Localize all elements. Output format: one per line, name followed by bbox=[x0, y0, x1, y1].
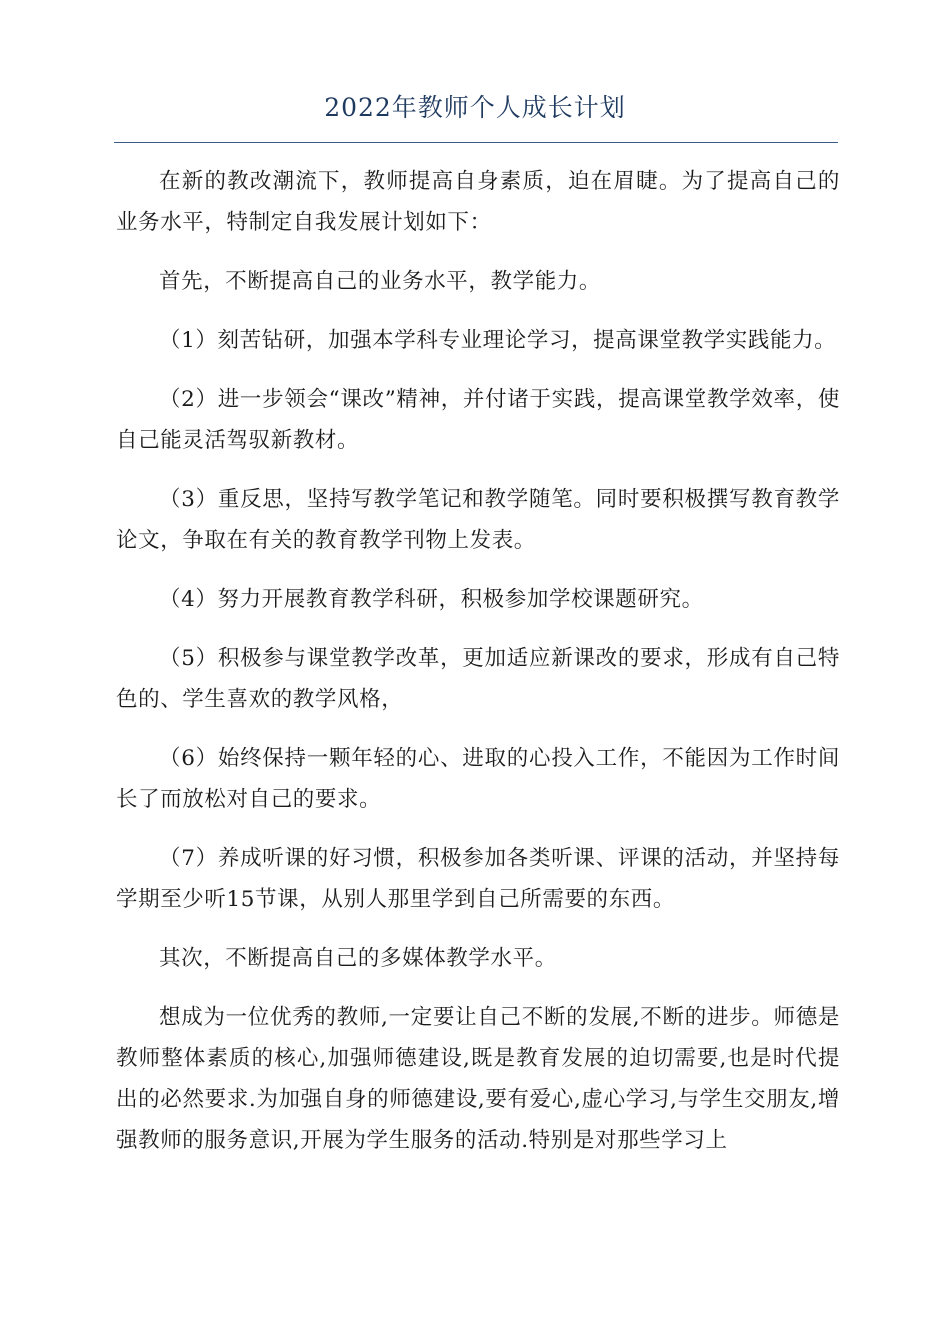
paragraph-first-heading: 首先，不断提高自己的业务水平，教学能力。 bbox=[159, 269, 602, 294]
list-item-1: （1）刻苦钻研，加强本学科专业理论学习，提高课堂教学实践能力。 bbox=[159, 328, 837, 353]
paragraph-second-heading: 其次，不断提高自己的多媒体教学水平。 bbox=[159, 946, 557, 971]
list-item-5: （5）积极参与课堂教学改革，更加适应新课改的要求，形成有自己特色的、学生喜欢的教学风格， bbox=[116, 646, 840, 712]
page-title: 2022年教师个人成长计划 bbox=[324, 93, 626, 122]
list-item-2: （2）进一步领会“课改”精神，并付诸于实践，提高课堂教学效率，使自己能灵活驾驭新教材。 bbox=[116, 387, 840, 453]
list-item-3: （3）重反思，坚持写教学笔记和教学随笔。同时要积极撰写教育教学论文，争取在有关的教育教学刊物上发表。 bbox=[116, 487, 840, 553]
list-item-4: （4）努力开展教育教学科研，积极参加学校课题研究。 bbox=[159, 587, 704, 612]
list-item-6: （6）始终保持一颗年轻的心、进取的心投入工作，不能因为工作时间长了而放松对自己的要求。 bbox=[116, 746, 840, 812]
paragraph-ethics: 想成为一位优秀的教师,一定要让自己不断的发展,不断的进步。师德是教师整体素质的核心,加强师德建设,既是教育发展的迫切需要,也是时代提出的必然要求.为加强自身的师德建设,要有爱心,虚心学习,与学生交朋友,增强教师的服务意识,开展为学生服务的活动.特别是对那些学习上 bbox=[116, 1005, 840, 1153]
document-body bbox=[116, 161, 840, 1179]
title-divider bbox=[114, 142, 838, 143]
paragraph-intro: 在新的教改潮流下，教师提高自身素质，迫在眉睫。为了提高自己的业务水平，特制定自我发展计划如下： bbox=[116, 169, 840, 235]
list-item-7: （7）养成听课的好习惯，积极参加各类听课、评课的活动，并坚持每学期至少听15节课，从别人那里学到自己所需要的东西。 bbox=[116, 846, 840, 912]
